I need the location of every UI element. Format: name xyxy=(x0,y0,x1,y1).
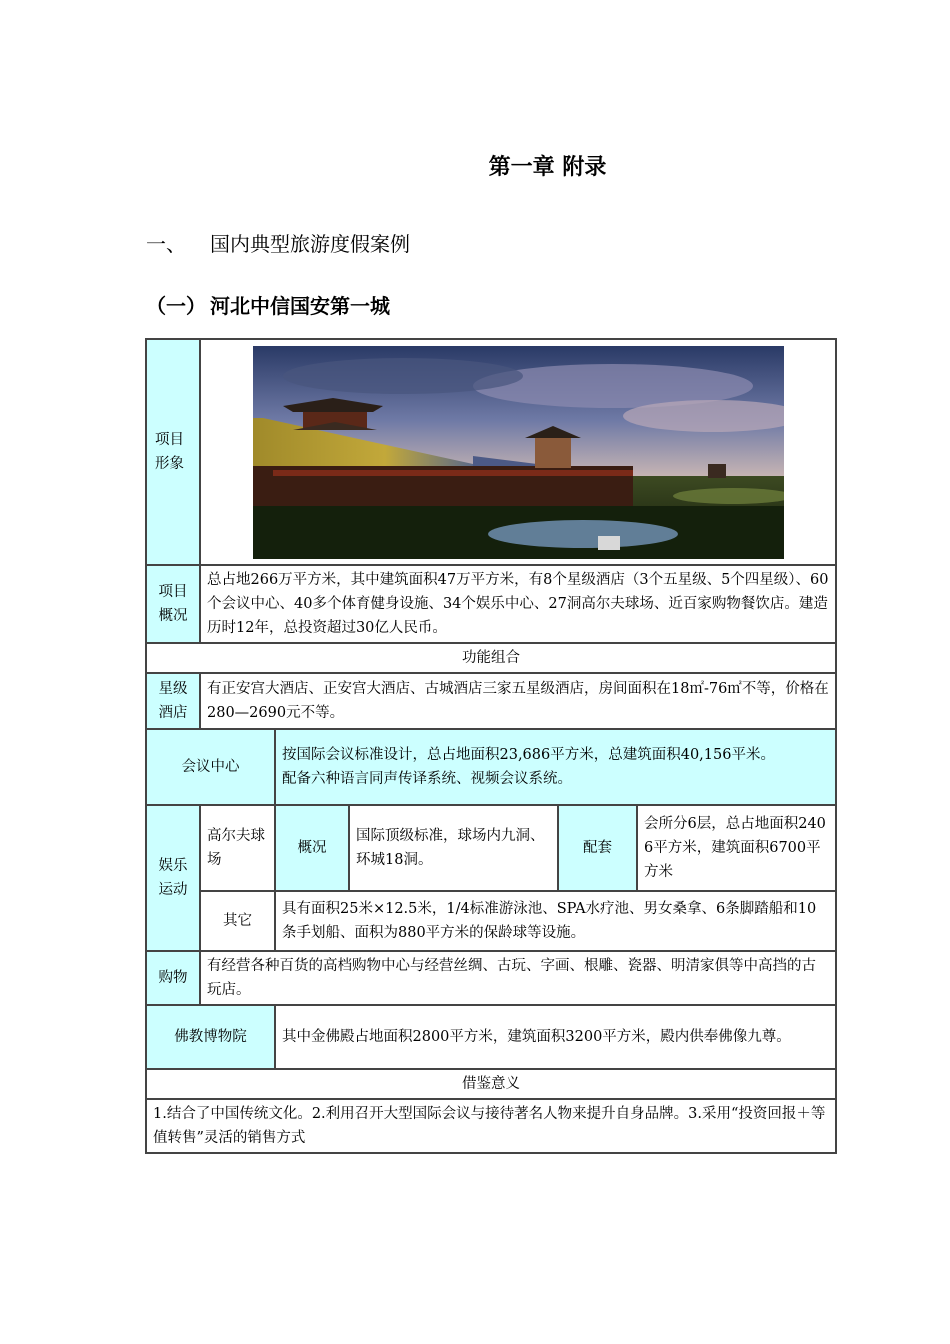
hotel-text: 有正安宫大酒店、正安宫大酒店、古城酒店三家五星级酒店，房间面积在18㎡-76㎡不等，价格在280—2690元不等。 xyxy=(200,673,836,729)
golf-overview-label: 概况 xyxy=(275,805,349,891)
reference-text: 1.结合了中国传统文化。2.利用召开大型国际会议与接待著名人物来提升自身品牌。3.采用“投资回报＋等值转售”灵活的销售方式 xyxy=(146,1099,836,1153)
hotel-label: 星级酒店 xyxy=(158,681,188,721)
other-text: 具有面积25米×12.5米，1/4标准游泳池、SPA水疗池、男女桑拿、6条脚踏船和10条手划船、面积为880平方米的保龄球等设施。 xyxy=(275,891,836,951)
project-table xyxy=(145,338,837,1154)
image-label: 项目形象 xyxy=(155,432,184,472)
project-photo xyxy=(253,346,784,559)
conference-text-cell xyxy=(275,729,836,805)
entertainment-label: 娱乐运动 xyxy=(158,858,188,898)
conference-text-1: 按国际会议标准设计，总占地面积23,686平方米，总建筑面积40,156平米。 xyxy=(282,747,775,763)
entertainment-label-cell xyxy=(146,805,200,951)
other-label: 其它 xyxy=(200,891,275,951)
overview-label: 项目概况 xyxy=(158,584,188,624)
hotel-label-cell xyxy=(146,673,200,729)
conference-label: 会议中心 xyxy=(146,729,275,805)
chapter-title: 第一章 附录 xyxy=(488,155,607,180)
section-title: 国内典型旅游度假案例 xyxy=(210,232,410,256)
section-number: 一、 xyxy=(146,232,186,256)
section-heading-2 xyxy=(146,290,390,319)
subsection-title: 河北中信国安第一城 xyxy=(210,294,390,318)
golf-facility-label: 配套 xyxy=(558,805,637,891)
overview-label-cell xyxy=(146,565,200,643)
image-label-cell xyxy=(146,339,200,565)
museum-text: 其中金佛殿占地面积2800平方米，建筑面积3200平方米，殿内供奉佛像九尊。 xyxy=(275,1005,836,1069)
section-heading-1 xyxy=(146,228,410,257)
museum-label: 佛教博物院 xyxy=(146,1005,275,1069)
image-cell xyxy=(200,339,836,565)
reference-header: 借鉴意义 xyxy=(146,1069,836,1099)
subsection-number: （一） xyxy=(146,294,206,318)
golf-facility-text: 会所分6层，总占地面积2406平方米，建筑面积6700平方米 xyxy=(637,805,836,891)
function-header: 功能组合 xyxy=(146,643,836,673)
golf-overview-text: 国际顶级标准，球场内九洞、环城18洞。 xyxy=(349,805,558,891)
shopping-text: 有经营各种百货的高档购物中心与经营丝绸、古玩、字画、根雕、瓷器、明清家俱等中高挡的古玩店。 xyxy=(200,951,836,1005)
golf-label: 高尔夫球场 xyxy=(200,805,275,891)
overview-text: 总占地266万平方米，其中建筑面积47万平方米，有8个星级酒店（3个五星级、5个四星级）、60个会议中心、40多个体育健身设施、34个娱乐中心、27洞高尔夫球场、近百家购物餐饮店。建造历时12年，总投资超过30亿人民币。 xyxy=(200,565,836,643)
shopping-label: 购物 xyxy=(146,951,200,1005)
conference-text-2: 配备六种语言同声传译系统、视频会议系统。 xyxy=(282,771,572,787)
